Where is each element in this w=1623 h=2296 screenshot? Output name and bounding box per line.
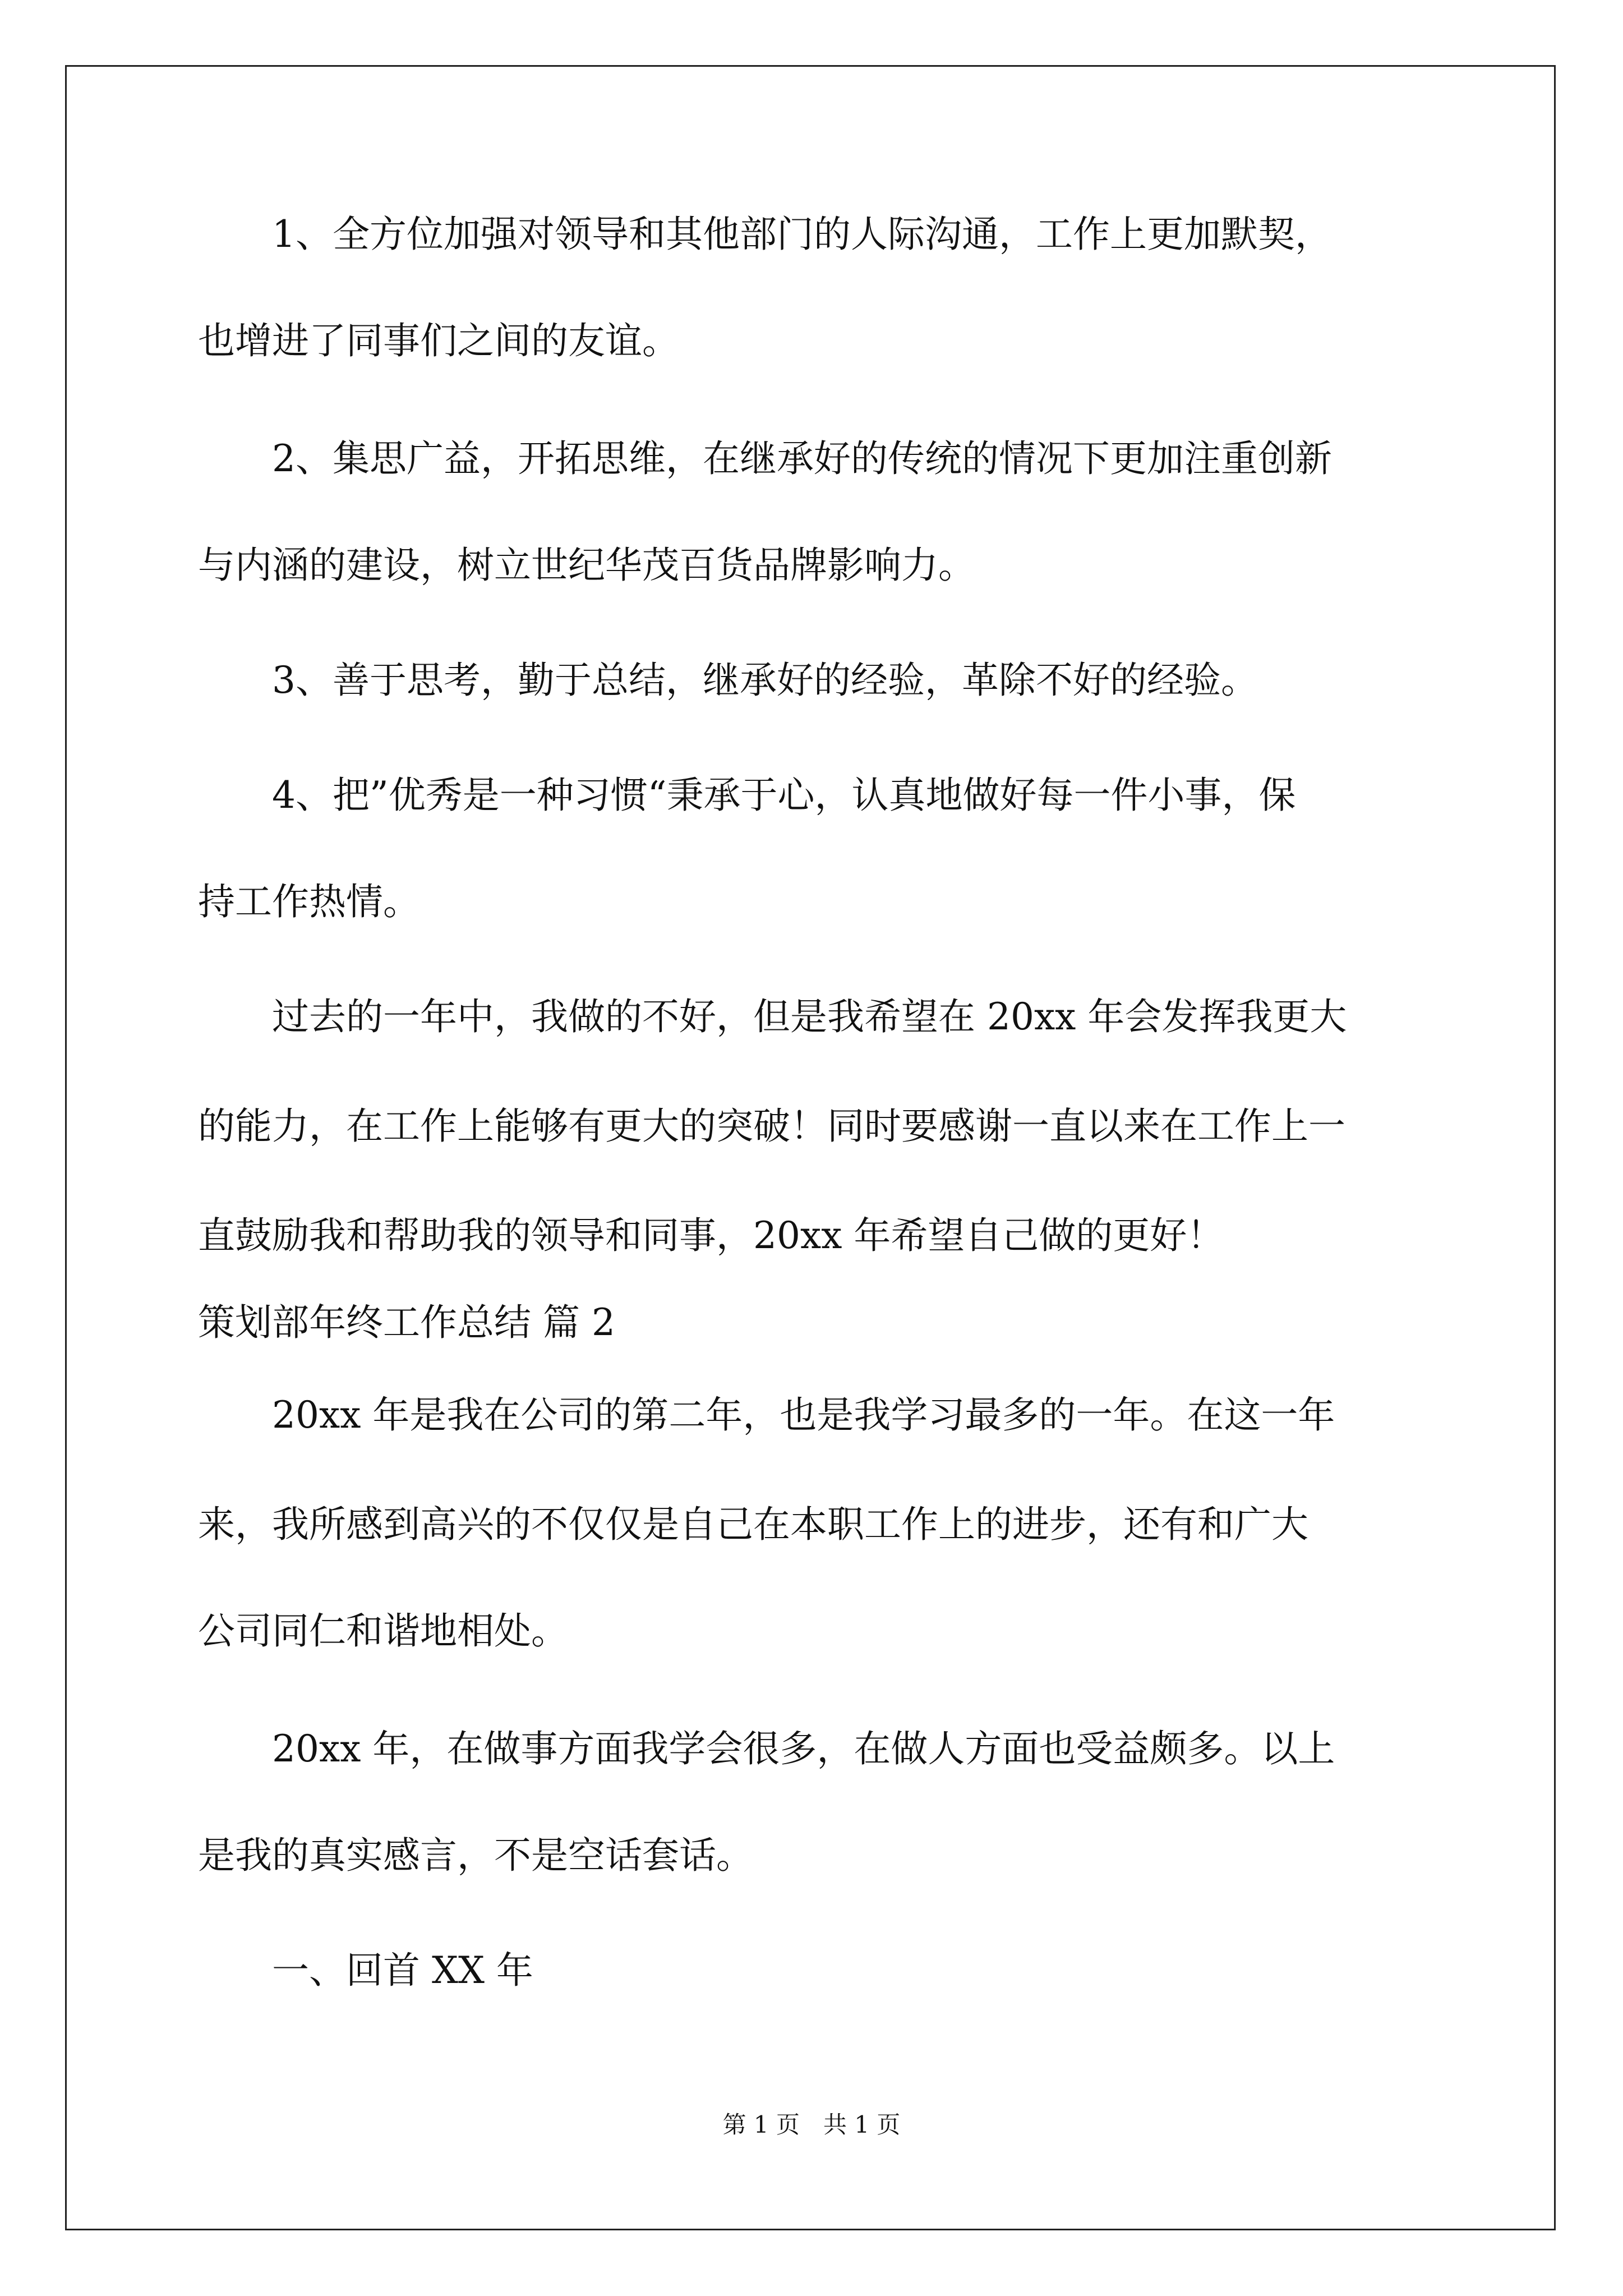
text-line: 持工作热情。 [198, 880, 420, 923]
text-line: 4、把”优秀是一种习惯“秉承于心，认真地做好每一件小事，保 [198, 774, 1296, 817]
page-footer: 第 1 页 共 1 页 [722, 2111, 901, 2138]
text-line: 一、回首 XX 年 [198, 1949, 533, 1992]
text-line: 是我的真实感言，不是空话套话。 [198, 1834, 753, 1877]
text-line: 20xx 年，在做事方面我学会很多，在做人方面也受益颇多。以上 [198, 1727, 1335, 1770]
text-line: 20xx 年是我在公司的第二年，也是我学习最多的一年。在这一年 [198, 1393, 1335, 1437]
text-line: 的能力，在工作上能够有更大的突破！同时要感谢一直以来在工作上一 [198, 1105, 1345, 1148]
text-line: 也增进了同事们之间的友谊。 [198, 319, 679, 362]
text-line: 来，我所感到高兴的不仅仅是自己在本职工作上的进步，还有和广大 [198, 1503, 1308, 1546]
text-line: 2、集思广益，开拓思维，在继承好的传统的情况下更加注重创新 [198, 437, 1332, 480]
text-line: 与内涵的建设，树立世纪华茂百货品牌影响力。 [198, 544, 975, 587]
section-heading: 策划部年终工作总结 篇 2 [198, 1301, 615, 1344]
text-line: 3、善于思考，勤于总结，继承好的经验，革除不好的经验。 [198, 659, 1258, 702]
text-line: 公司同仁和谐地相处。 [198, 1609, 568, 1653]
text-line: 过去的一年中，我做的不好，但是我希望在 20xx 年会发挥我更大 [198, 995, 1347, 1038]
text-line: 直鼓励我和帮助我的领导和同事，20xx 年希望自己做的更好！ [198, 1214, 1224, 1257]
text-line: 1、全方位加强对领导和其他部门的人际沟通，工作上更加默契， [198, 213, 1332, 256]
